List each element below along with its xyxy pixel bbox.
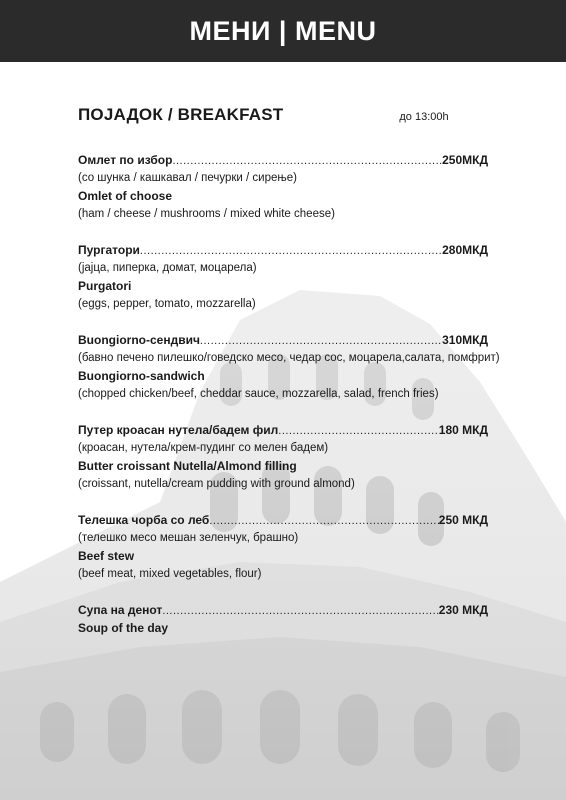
- item-name-mk: Пургатори: [78, 243, 140, 257]
- item-description-mk: (јајца, пиперка, домат, моцарела): [78, 262, 257, 274]
- menu-item: [78, 331, 498, 403]
- menu-item: [78, 421, 498, 493]
- item-name-mk: Телешка чорба со леб: [78, 513, 210, 527]
- menu-title: МЕНИ | MENU: [189, 15, 377, 46]
- item-title-line: [78, 421, 498, 439]
- menu-content: [78, 105, 498, 655]
- section-title: ПОЈАДОК / BREAKFAST: [78, 105, 284, 124]
- item-price: 250МКД: [442, 153, 488, 167]
- item-price: 180 МКД: [438, 423, 488, 437]
- item-title-line: [78, 511, 498, 529]
- item-name-en: Beef stew: [78, 549, 135, 563]
- section-header: [78, 105, 498, 129]
- item-description-en: (eggs, pepper, tomato, mozzarella): [78, 298, 256, 310]
- item-description-mk: (бавно печено пилешко/говедско месо, чедар сос, моцарела,салата, помфрит): [78, 352, 500, 364]
- dot-leader: [140, 242, 442, 260]
- dot-leader: [209, 512, 438, 530]
- dot-leader: [200, 332, 442, 350]
- item-title-line: [78, 241, 498, 259]
- item-description-en: (chopped chicken/beef, cheddar sauce, mozzarella, salad, french fries): [78, 388, 439, 400]
- item-price: 230 МКД: [438, 603, 488, 617]
- item-description-en: (ham / cheese / mushrooms / mixed white cheese): [78, 208, 335, 220]
- item-price: 280МКД: [442, 243, 488, 257]
- item-name-en: Buongiorno-sandwich: [78, 369, 205, 383]
- dot-leader: [278, 422, 439, 440]
- item-name-mk: Buongiorno-сендвич: [78, 333, 200, 347]
- item-name-mk: Омлет по избор: [78, 153, 173, 167]
- item-description-en: (croissant, nutella/cream pudding with ground almond): [78, 478, 355, 490]
- item-title-line: [78, 601, 498, 619]
- item-name-mk: Путер кроасан нутела/бадем фил: [78, 423, 279, 437]
- item-price: 250 МКД: [438, 513, 488, 527]
- item-description-mk: (кроасан, нутела/крем-пудинг со мелен бадем): [78, 442, 329, 454]
- menu-item: [78, 151, 498, 223]
- item-name-en: Purgatori: [78, 279, 132, 293]
- item-price: 310МКД: [442, 333, 488, 347]
- menu-item: [78, 601, 498, 637]
- item-name-en: Soup of the day: [78, 621, 168, 635]
- dot-leader: [162, 602, 438, 620]
- item-title-line: [78, 151, 498, 169]
- item-name-en: Omlet of choose: [78, 189, 173, 203]
- section-hours-note: до 13:00h: [399, 111, 449, 123]
- dot-leader: [172, 152, 442, 170]
- item-name-en: Butter croissant Nutella/Almond filling: [78, 459, 297, 473]
- menu-item: [78, 241, 498, 313]
- item-title-line: [78, 331, 498, 349]
- item-description-mk: (со шунка / кашкавал / печурки / сирење): [78, 172, 297, 184]
- item-description-mk: (телешко месо мешан зеленчук, брашно): [78, 532, 299, 544]
- menu-item: [78, 511, 498, 583]
- item-name-mk: Супа на денот: [78, 603, 163, 617]
- menu-header: [0, 0, 566, 62]
- item-description-en: (beef meat, mixed vegetables, flour): [78, 568, 262, 580]
- menu-items: [78, 151, 498, 637]
